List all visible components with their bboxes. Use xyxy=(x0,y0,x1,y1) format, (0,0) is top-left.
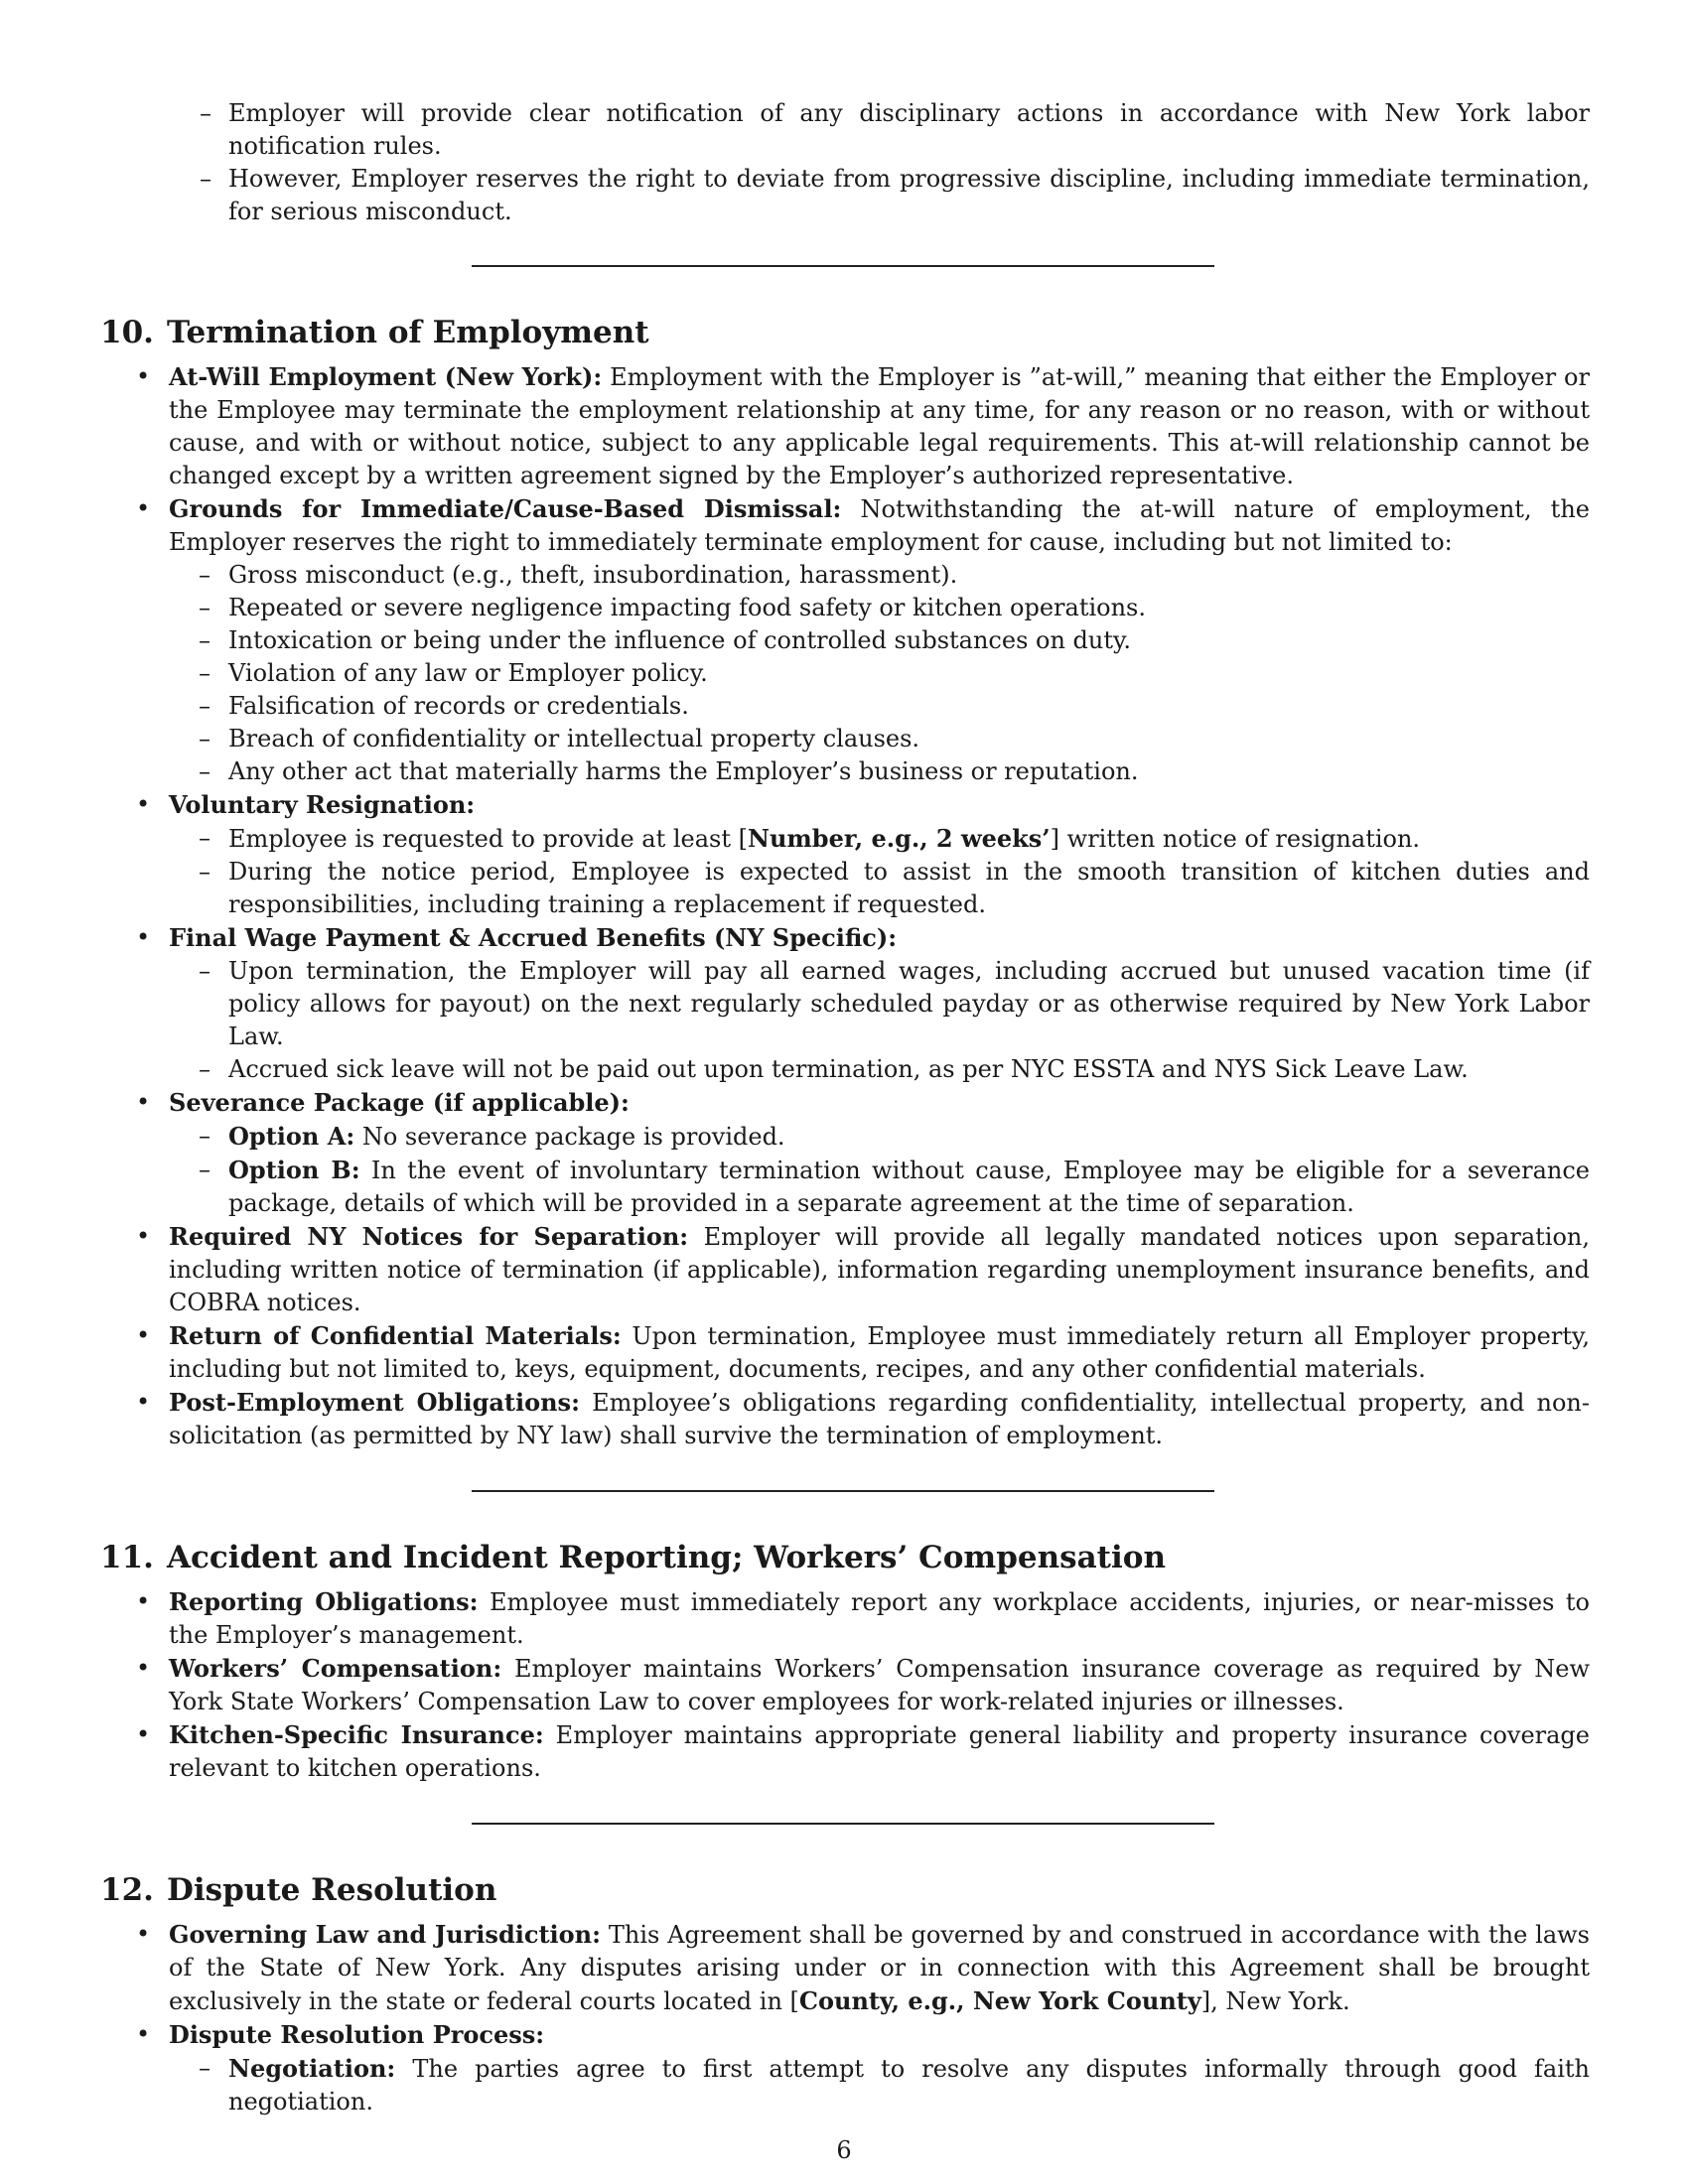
list-item: – Intoxication or being under the influence of controlled substances on duty. xyxy=(199,626,1132,654)
previous-section-list xyxy=(100,97,1590,228)
list-item: – During the notice period, Employee is expected to assist in the smooth transition of kitchen duties and responsibilities, including training a replacement if requested. xyxy=(199,858,1590,918)
list-item: • Severance Package (if applicable): – Option A: No severance package is provided. – Option B: In the event of involuntary termination without cause, Employee may be eligible for a severance package, details of which will be provided in a separate agreement at the time of separation. xyxy=(100,1086,1590,1220)
list-item: – Accrued sick leave will not be paid out upon termination, as per NYC ESSTA and NYS Sick Leave Law. xyxy=(199,1055,1469,1083)
list-item: – Employee is requested to provide at least [Number, e.g., 2 weeks’] written notice of resignation. xyxy=(199,824,1421,853)
termination-list xyxy=(100,360,1590,1452)
list-item: • Dispute Resolution Process: – Negotiation: The parties agree to first attempt to resolve any disputes informally through good faith negotiation. xyxy=(100,2018,1590,2118)
list-item: – Falsification of records or credentials. xyxy=(199,692,689,720)
list-item: – Violation of any law or Employer policy. xyxy=(199,659,708,687)
list-item: – Option B: In the event of involuntary termination without cause, Employee may be eligible for a severance package, details of which will be provided in a separate agreement at the time of separation. xyxy=(199,1156,1590,1217)
list-item: – However, Employer reserves the right to deviate from progressive discipline, including immediate termination, for serious misconduct. xyxy=(200,165,1590,225)
list-item: • Governing Law and Jurisdiction: This Agreement shall be governed by and construed in accordance with the laws of the State of New York. Any disputes arising under or in connection with this Agreement shall be brought exclusively in the state or federal courts located in [County, e.g., New York County], New York. xyxy=(136,1920,1590,2015)
list-item: • Post-Employment Obligations: Employee’s obligations regarding confidentiality, intellectual property, and non-solicitation (as permitted by NY law) shall survive the termination of employment. xyxy=(136,1388,1590,1449)
list-item: – Option A: No severance package is provided. xyxy=(199,1122,785,1151)
list-item: – Upon termination, the Employer will pay all earned wages, including accrued but unused vacation time (if policy allows for payout) on the next regularly scheduled payday or as otherwise required by New York Labor Law. xyxy=(199,957,1590,1050)
section-title-10: 10. Termination of Employment xyxy=(100,315,649,350)
page-number: 6 xyxy=(836,2136,852,2164)
list-item: • Final Wage Payment & Accrued Benefits (NY Specific): – Upon termination, the Employer will pay all earned wages, including accrued but unused vacation time (if policy allows for payout) on the next regularly scheduled payday or as otherwise required by New York Labor Law. – Accrued sick leave will not be paid out upon termination, as per NYC ESSTA and NYS Sick Leave Law. xyxy=(100,921,1590,1086)
section-title-12: 12. Dispute Resolution xyxy=(100,1872,497,1908)
list-item: • Required NY Notices for Separation: Employer will provide all legally mandated notices upon separation, including written notice of termination (if applicable), information regarding unemployment insurance benefits, and COBRA notices. xyxy=(136,1222,1590,1316)
list-item: • Return of Confidential Materials: Upon termination, Employee must immediately return all Employer property, including but not limited to, keys, equipment, documents, recipes, and any other confidential materials. xyxy=(136,1321,1590,1383)
list-item: – Breach of confidentiality or intellectual property clauses. xyxy=(199,725,920,752)
list-item: – Negotiation: The parties agree to first attempt to resolve any disputes informally through good faith negotiation. xyxy=(199,2054,1590,2116)
list-item: • Kitchen-Specific Insurance: Employer maintains appropriate general liability and property insurance coverage relevant to kitchen operations. xyxy=(136,1720,1590,1782)
list-item: • At-Will Employment (New York): Employment with the Employer is ”at-will,” meaning that either the Employer or the Employee may terminate the employment relationship at any time, for any reason or no reason, with or without cause, and with or without notice, subject to any applicable legal requirements. This at-will relationship cannot be changed except by a written agreement signed by the Employer’s authorized representative. xyxy=(136,362,1590,489)
list-item: – Any other act that materially harms the Employer’s business or reputation. xyxy=(199,757,1139,785)
page-body xyxy=(100,97,1590,2118)
list-item: – Repeated or severe negligence impacting food safety or kitchen operations. xyxy=(199,594,1146,621)
accident-list xyxy=(100,1585,1590,1785)
list-item: – Gross misconduct (e.g., theft, insubordination, harassment). xyxy=(199,561,958,589)
list-item: • Grounds for Immediate/Cause-Based Dismissal: Notwithstanding the at-will nature of employment, the Employer reserves the right to immediately terminate employment for cause, including but not limited to: – Gross misconduct (e.g., theft, insubordination, harassment). – Repeated or severe negligence impacting food safety or kitchen operations. – Intoxication or being under the influence of controlled substances on duty. – Violation of any law or Employer policy. – Falsification of records or credentials. – Breach of confidentiality or intellectual property clauses. – Any other act that materially harms the Employer’s business or reputation. xyxy=(100,492,1590,788)
list-item: – Employer will provide clear notification of any disciplinary actions in accordance with New York labor notification rules. xyxy=(200,99,1590,160)
list-item: • Reporting Obligations: Employee must immediately report any workplace accidents, injuries, or near-misses to the Employer’s management. xyxy=(136,1587,1590,1649)
list-item: • Voluntary Resignation: – Employee is requested to provide at least [Number, e.g., 2 weeks’] written notice of resignation. – During the notice period, Employee is expected to assist in the smooth transition of kitchen duties and responsibilities, including training a replacement if requested. xyxy=(100,788,1590,921)
list-item: • Workers’ Compensation: Employer maintains Workers’ Compensation insurance coverage as required by New York State Workers’ Compensation Law to cover employees for work-related injuries or illnesses. xyxy=(136,1654,1590,1715)
section-title-11: 11. Accident and Incident Reporting; Workers’ Compensation xyxy=(100,1540,1166,1575)
dispute-list xyxy=(100,1918,1590,2118)
